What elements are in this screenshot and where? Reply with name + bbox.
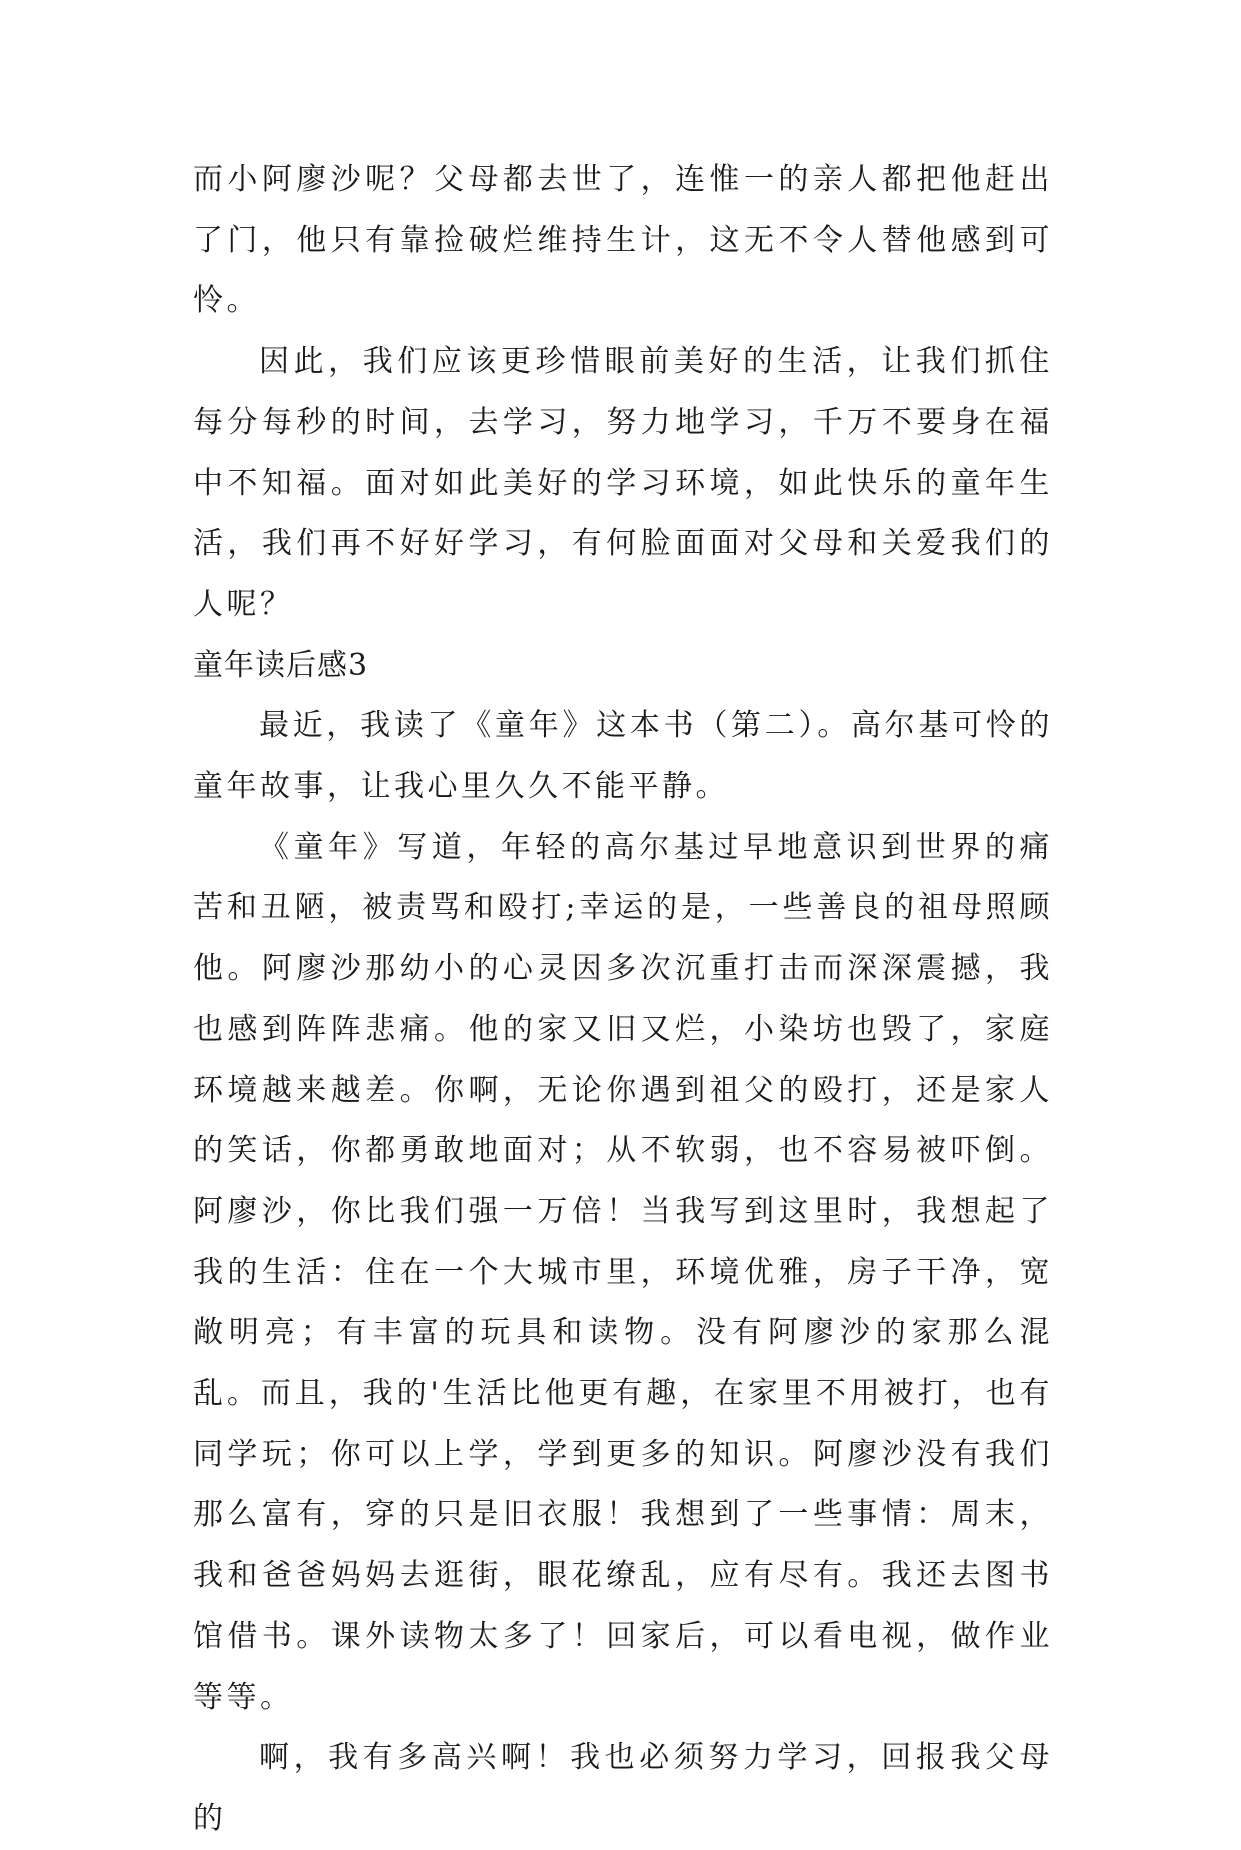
- paragraph: 最近，我读了《童年》这本书（第二）。高尔基可怜的童年故事，让我心里久久不能平静。: [193, 708, 1053, 805]
- paragraph: 啊，我有多高兴啊！我也必须努力学习，回报我父母的: [193, 1740, 1053, 1836]
- paragraph: 而小阿廖沙呢？父母都去世了，连惟一的亲人都把他赶出了门，他只有靠捡破烂维持生计，这无不令人替他感到可怜。: [193, 162, 1053, 319]
- section-heading: 童年读后感3: [193, 647, 369, 683]
- paragraph: 《童年》写道，年轻的高尔基过早地意识到世界的痛苦和丑陋，被责骂和殴打;幸运的是，一些善良的祖母照顾他。阿廖沙那幼小的心灵因多次沉重打击而深深震撼，我也感到阵阵悲痛。他的家又旧又烂，小染坊也毁了，家庭环境越来越差。你啊，无论你遇到祖父的殴打，还是家人的笑话，你都勇敢地面对；从不软弱，也不容易被吓倒。阿廖沙，你比我们强一万倍！当我写到这里时，我想起了我的生活：住在一个大城市里，环境优雅，房子干净，宽敞明亮；有丰富的玩具和读物。没有阿廖沙的家那么混乱。而且，我的'生活比他更有趣，在家里不用被打，也有同学玩；你可以上学，学到更多的知识。阿廖沙没有我们那么富有，穿的只是旧衣服！我想到了一些事情：周末，我和爸爸妈妈去逛街，眼花缭乱，应有尽有。我还去图书馆借书。课外读物太多了！回家后，可以看电视，做作业等等。: [193, 829, 1053, 1715]
- document-body: [193, 150, 1053, 1850]
- paragraph: 因此，我们应该更珍惜眼前美好的生活，让我们抓住每分每秒的时间，去学习，努力地学习，千万不要身在福中不知福。面对如此美好的学习环境，如此快乐的童年生活，我们再不好好学习，有何脸面面对父母和关爱我们的人呢？: [193, 344, 1053, 622]
